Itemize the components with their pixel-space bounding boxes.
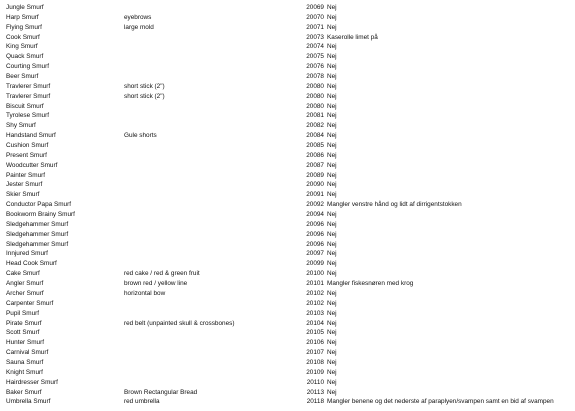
table-row (0, 171, 575, 181)
catalog-number-cell: 20096 (306, 240, 324, 248)
smurf-name-cell: Harp Smurf (6, 13, 39, 21)
variant-note-cell: brown red / yellow line (124, 280, 188, 288)
catalog-number-cell: 20096 (306, 230, 324, 238)
smurf-name-cell: Cake Smurf (6, 270, 40, 278)
smurf-inventory-sheet (0, 3, 575, 407)
table-row (0, 52, 575, 62)
smurf-name-cell: Sledgehammer Smurf (6, 230, 69, 238)
smurf-name-cell: Carpenter Smurf (6, 299, 54, 307)
table-row (0, 210, 575, 220)
condition-status-cell: Nej (327, 240, 337, 248)
table-row (0, 102, 575, 112)
catalog-number-cell: 20087 (306, 161, 324, 169)
smurf-name-cell: Cushion Smurf (6, 142, 49, 150)
catalog-number-cell: 20078 (306, 73, 324, 81)
table-row (0, 131, 575, 141)
catalog-number-cell: 20073 (306, 33, 324, 41)
table-row (0, 92, 575, 102)
catalog-number-cell: 20101 (306, 280, 324, 288)
smurf-name-cell: Handstand Smurf (6, 132, 56, 140)
table-row (0, 259, 575, 269)
condition-status-cell: Nej (327, 53, 337, 61)
variant-note-cell: red umbrella (124, 398, 160, 406)
catalog-number-cell: 20091 (306, 191, 324, 199)
condition-status-cell: Nej (327, 171, 337, 179)
catalog-number-cell: 20080 (306, 102, 324, 110)
smurf-name-cell: Innjured Smurf (6, 250, 48, 258)
condition-status-cell: Nej (327, 368, 337, 376)
table-row (0, 230, 575, 240)
smurf-name-cell: Archer Smurf (6, 289, 44, 297)
table-row (0, 249, 575, 259)
condition-status-cell: Nej (327, 13, 337, 21)
condition-status-cell: Nej (327, 151, 337, 159)
catalog-number-cell: 20090 (306, 181, 324, 189)
catalog-number-cell: 20094 (306, 211, 324, 219)
catalog-number-cell: 20100 (306, 270, 324, 278)
smurf-name-cell: Courting Smurf (6, 63, 49, 71)
smurf-name-cell: Scott Smurf (6, 329, 40, 337)
smurf-name-cell: Skier Smurf (6, 191, 40, 199)
table-row (0, 190, 575, 200)
condition-status-cell: Nej (327, 270, 337, 278)
catalog-number-cell: 20107 (306, 349, 324, 357)
variant-note-cell: short stick (2") (124, 92, 165, 100)
condition-status-cell: Nej (327, 349, 337, 357)
catalog-number-cell: 20108 (306, 358, 324, 366)
smurf-name-cell: Hairdresser Smurf (6, 378, 58, 386)
variant-note-cell: Gule shorts (124, 132, 157, 140)
condition-status-cell: Nej (327, 339, 337, 347)
condition-status-cell: Nej (327, 211, 337, 219)
catalog-number-cell: 20092 (306, 201, 324, 209)
smurf-name-cell: Sledgehammer Smurf (6, 220, 69, 228)
condition-status-cell: Nej (327, 23, 337, 31)
smurf-name-cell: Bookworm Brainy Smurf (6, 211, 75, 219)
catalog-number-cell: 20080 (306, 92, 324, 100)
table-row (0, 319, 575, 329)
condition-status-cell: Nej (327, 220, 337, 228)
catalog-number-cell: 20069 (306, 4, 324, 11)
catalog-number-cell: 20086 (306, 151, 324, 159)
smurf-name-cell: Sauna Smurf (6, 358, 44, 366)
smurf-name-cell: Umbrella Smurf (6, 398, 51, 406)
condition-status-cell: Nej (327, 161, 337, 169)
variant-note-cell: eyebrows (124, 13, 152, 21)
catalog-number-cell: 20097 (306, 250, 324, 258)
table-row (0, 121, 575, 131)
table-row (0, 180, 575, 190)
table-row (0, 388, 575, 398)
condition-status-cell: Nej (327, 92, 337, 100)
smurf-name-cell: Painter Smurf (6, 171, 46, 179)
catalog-number-cell: 20080 (306, 82, 324, 90)
table-row (0, 23, 575, 33)
smurf-name-cell: Tyrolese Smurf (6, 112, 49, 120)
variant-note-cell: short stick (2") (124, 82, 165, 90)
catalog-number-cell: 20102 (306, 289, 324, 297)
table-row (0, 279, 575, 289)
catalog-number-cell: 20071 (306, 23, 324, 31)
smurf-name-cell: Pupil Smurf (6, 309, 40, 317)
smurf-name-cell: Pirate Smurf (6, 319, 42, 327)
table-row (0, 338, 575, 348)
smurf-name-cell: Quack Smurf (6, 53, 44, 61)
smurf-name-cell: Beer Smurf (6, 73, 39, 81)
smurf-name-cell: Conductor Papa Smurf (6, 201, 72, 209)
catalog-number-cell: 20081 (306, 112, 324, 120)
table-row (0, 3, 575, 13)
smurf-name-cell: Knight Smurf (6, 368, 43, 376)
condition-status-cell: Nej (327, 329, 337, 337)
condition-status-cell: Nej (327, 132, 337, 140)
smurf-name-cell: Hunter Smurf (6, 339, 45, 347)
variant-note-cell: large mold (124, 23, 154, 31)
table-row (0, 289, 575, 299)
smurf-name-cell: Sledgehammer Smurf (6, 240, 69, 248)
smurf-name-cell: Angler Smurf (6, 280, 44, 288)
smurf-name-cell: Woodcutter Smurf (6, 161, 58, 169)
condition-status-cell: Nej (327, 142, 337, 150)
catalog-number-cell: 20082 (306, 122, 324, 130)
catalog-number-cell: 20075 (306, 53, 324, 61)
condition-status-cell: Kaserolle limet på (327, 33, 378, 41)
smurf-name-cell: King Smurf (6, 43, 38, 51)
catalog-number-cell: 20109 (306, 368, 324, 376)
condition-status-cell: Nej (327, 378, 337, 386)
catalog-number-cell: 20076 (306, 63, 324, 71)
smurf-name-cell: Baker Smurf (6, 388, 42, 396)
condition-status-cell: Mangler benene og det nederste af paraplyen/svampen samt en bid af svampen (327, 398, 554, 406)
table-row (0, 368, 575, 378)
condition-status-cell: Nej (327, 4, 337, 11)
condition-status-cell: Nej (327, 191, 337, 199)
catalog-number-cell: 20106 (306, 339, 324, 347)
variant-note-cell: Brown Rectangular Bread (124, 388, 198, 396)
condition-status-cell: Nej (327, 299, 337, 307)
table-row (0, 299, 575, 309)
smurf-name-cell: Travlerer Smurf (6, 92, 51, 100)
table-row (0, 141, 575, 151)
catalog-number-cell: 20104 (306, 319, 324, 327)
table-row (0, 200, 575, 210)
table-row (0, 358, 575, 368)
catalog-number-cell: 20099 (306, 260, 324, 268)
table-row (0, 111, 575, 121)
table-row (0, 161, 575, 171)
smurf-name-cell: Jester Smurf (6, 181, 43, 189)
condition-status-cell: Nej (327, 260, 337, 268)
variant-note-cell: horizontal bow (124, 289, 166, 297)
table-row (0, 309, 575, 319)
condition-status-cell: Nej (327, 122, 337, 130)
catalog-number-cell: 20110 (306, 378, 324, 386)
condition-status-cell: Nej (327, 230, 337, 238)
smurf-name-cell: Cook Smurf (6, 33, 40, 41)
condition-status-cell: Nej (327, 63, 337, 71)
condition-status-cell: Nej (327, 112, 337, 120)
smurf-name-cell: Shy Smurf (6, 122, 36, 130)
table-row (0, 240, 575, 250)
condition-status-cell: Nej (327, 289, 337, 297)
smurf-name-cell: Head Cook Smurf (6, 260, 57, 268)
condition-status-cell: Nej (327, 309, 337, 317)
table-row (0, 348, 575, 358)
table-row (0, 42, 575, 52)
catalog-number-cell: 20096 (306, 220, 324, 228)
smurf-name-cell: Present Smurf (6, 151, 47, 159)
table-row (0, 62, 575, 72)
catalog-number-cell: 20113 (306, 388, 324, 396)
catalog-number-cell: 20070 (306, 13, 324, 21)
variant-note-cell: red belt (unpainted skull & crossbones) (124, 319, 235, 327)
catalog-number-cell: 20102 (306, 299, 324, 307)
catalog-number-cell: 20103 (306, 309, 324, 317)
condition-status-cell: Nej (327, 319, 337, 327)
table-row (0, 13, 575, 23)
catalog-number-cell: 20118 (306, 398, 324, 406)
catalog-number-cell: 20089 (306, 171, 324, 179)
table-row (0, 220, 575, 230)
condition-status-cell: Nej (327, 43, 337, 51)
condition-status-cell: Nej (327, 181, 337, 189)
catalog-number-cell: 20084 (306, 132, 324, 140)
variant-note-cell: red cake / red & green fruit (124, 270, 200, 278)
table-row (0, 33, 575, 43)
table-row (0, 269, 575, 279)
condition-status-cell: Nej (327, 73, 337, 81)
condition-status-cell: Nej (327, 82, 337, 90)
table-row (0, 397, 575, 407)
condition-status-cell: Nej (327, 250, 337, 258)
table-row (0, 82, 575, 92)
condition-status-cell: Mangler fiskesnøren med krog (327, 280, 414, 288)
condition-status-cell: Nej (327, 102, 337, 110)
smurf-name-cell: Biscuit Smurf (6, 102, 44, 110)
catalog-number-cell: 20074 (306, 43, 324, 51)
catalog-number-cell: 20105 (306, 329, 324, 337)
table-row (0, 328, 575, 338)
table-row (0, 151, 575, 161)
smurf-name-cell: Jungle Smurf (6, 4, 44, 11)
smurf-name-cell: Carnival Smurf (6, 349, 49, 357)
table-row (0, 378, 575, 388)
condition-status-cell: Mangler venstre hånd og lidt af dirrigentstokken (327, 201, 462, 209)
condition-status-cell: Nej (327, 388, 337, 396)
smurf-name-cell: Flying Smurf (6, 23, 42, 31)
catalog-number-cell: 20085 (306, 142, 324, 150)
smurf-name-cell: Travlerer Smurf (6, 82, 51, 90)
condition-status-cell: Nej (327, 358, 337, 366)
table-row (0, 72, 575, 82)
